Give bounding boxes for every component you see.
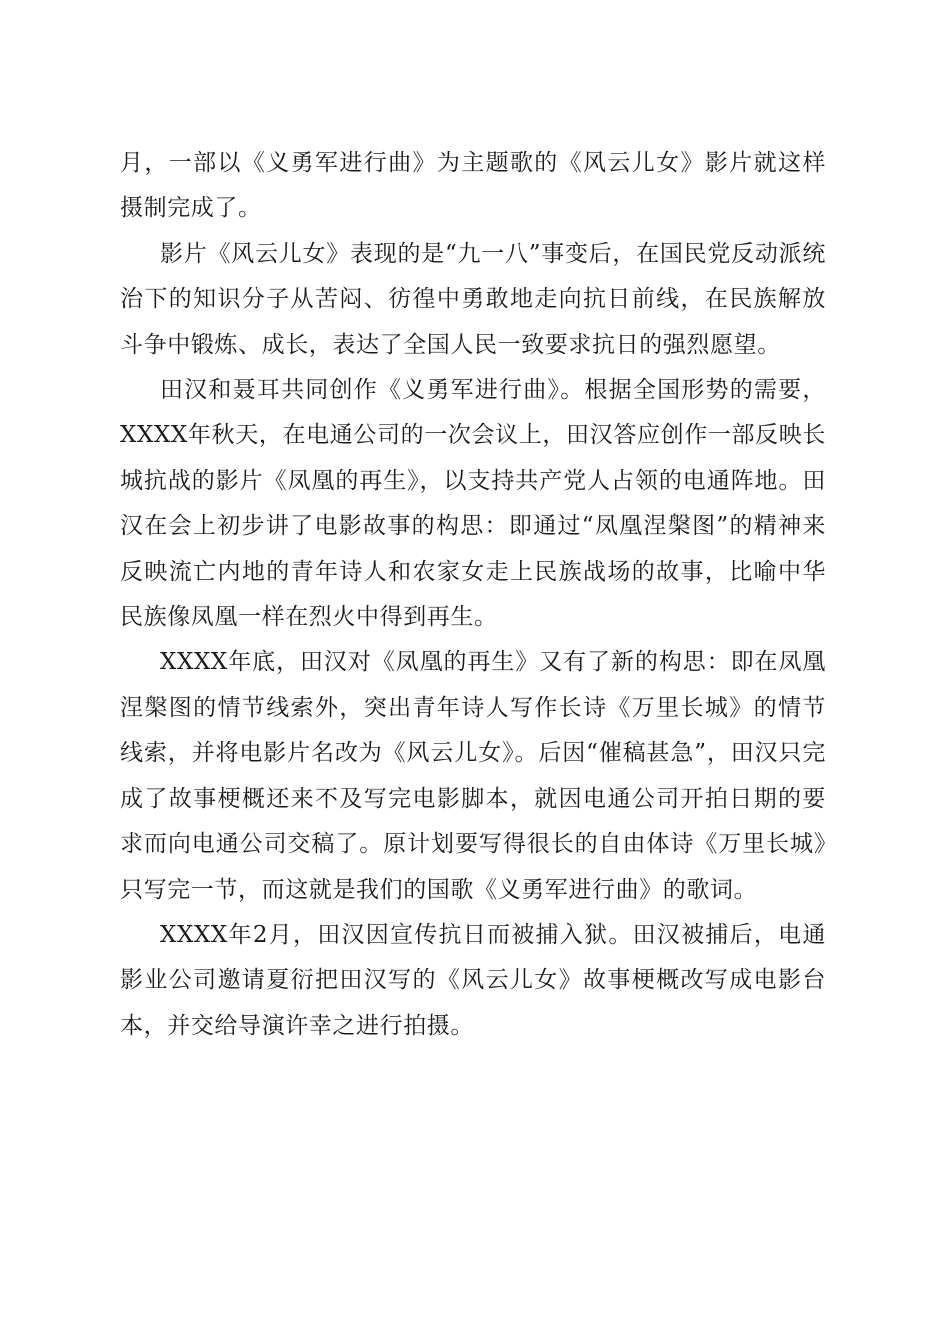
paragraph-4: XXXX年底，田汉对《凤凰的再生》又有了新的构思：即在凤凰涅槃图的情节线索外，突出青年诗人写作长诗《万里长城》的情节线索，并将电影片名改为《风云儿女》。后因“催稿甚急”，田汉只完成了故事梗概还来不及写完电影脚本，就因电通公司开拍日期的要求而向电通公司交稿了。原计划要写得很长的自由体诗《万里长城》只写完一节，而这就是我们的国歌《义勇军进行曲》的歌词。: [120, 649, 826, 903]
paragraph-5: XXXX年2月，田汉因宣传抗日而被捕入狱。田汉被捕后，电通影业公司邀请夏衍把田汉写的《风云儿女》故事梗概改写成电影台本，并交给导演许幸之进行拍摄。: [120, 921, 826, 1039]
paragraph-2: 影片《风云儿女》表现的是“九一八”事变后，在国民党反动派统治下的知识分子从苦闷、彷徨中勇敢地走向抗日前线，在民族解放斗争中锻炼、成长，表达了全国人民一致要求抗日的强烈愿望。: [120, 240, 826, 358]
paragraph-3: 田汉和聂耳共同创作《义勇军进行曲》。根据全国形势的需要，XXXX年秋天，在电通公司的一次会议上，田汉答应创作一部反映长城抗战的影片《凤凰的再生》，以支持共产党人占领的电通阵地。田汉在会上初步讲了电影故事的构思：即通过“凤凰涅槃图”的精神来反映流亡内地的青年诗人和农家女走上民族战场的故事，比喻中华民族像凤凰一样在烈火中得到再生。: [120, 377, 826, 631]
paragraph-1: 月，一部以《义勇军进行曲》为主题歌的《风云儿女》影片就这样摄制完成了。: [120, 150, 826, 222]
document-body: [120, 141, 826, 1049]
